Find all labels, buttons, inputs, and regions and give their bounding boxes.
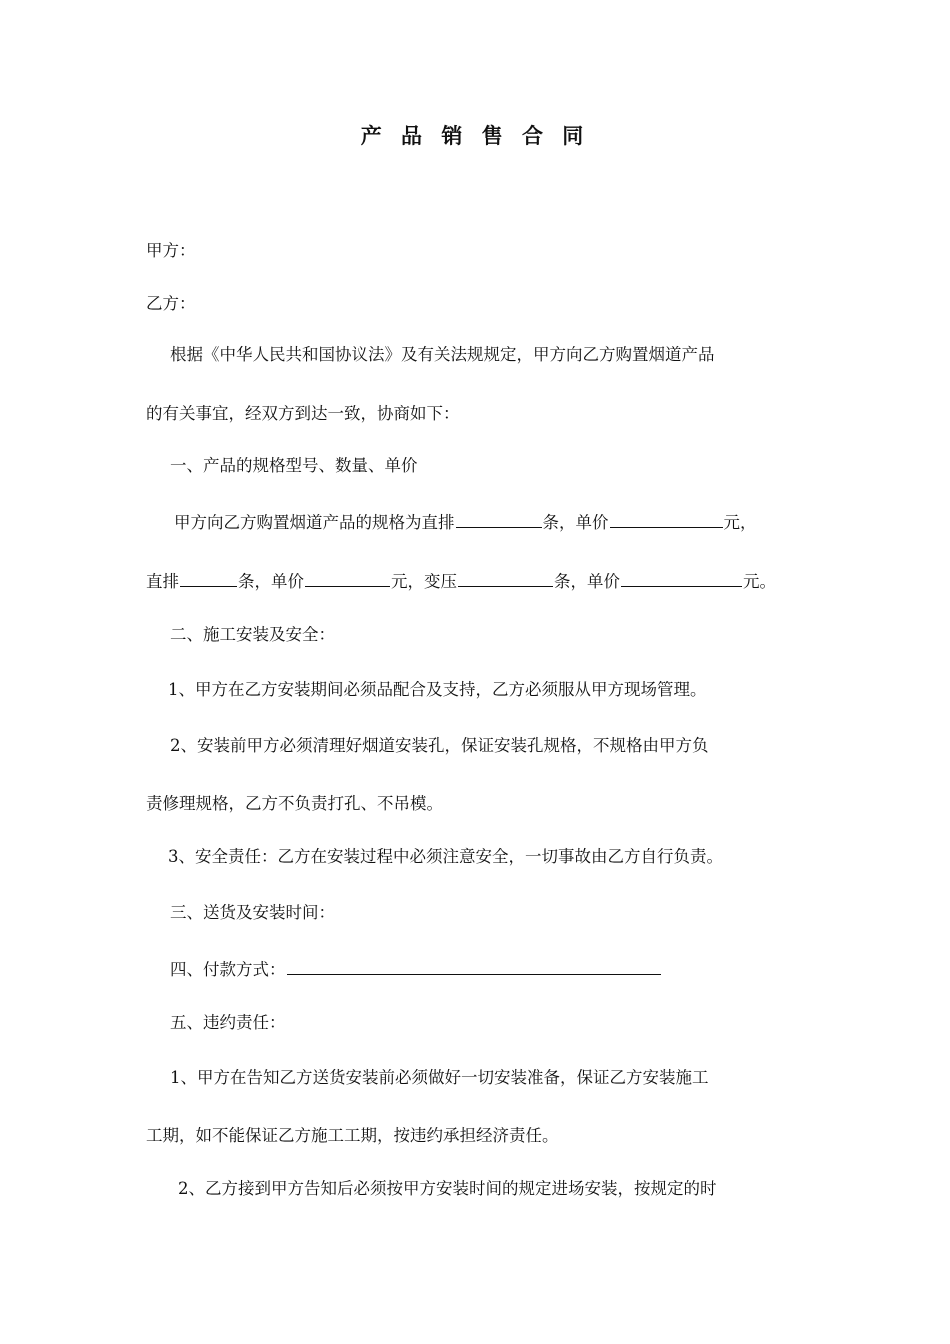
section-2-item-2-line-2: 责修理规格，乙方不负责打孔、不吊模。	[146, 794, 443, 813]
section-2-item-2-line-1: 2、安装前甲方必须清理好烟道安装孔，保证安装孔规格，不规格由甲方负	[170, 736, 709, 755]
document-title: 产 品 销 售 合 同	[360, 124, 590, 148]
spec-line-1-text-a: 甲方向乙方购置烟道产品的规格为直排	[174, 513, 455, 532]
payment-method-blank	[287, 957, 661, 975]
spec-line-1-text-b: 条，单价	[542, 513, 609, 532]
spec-line-2-text-a: 直排	[146, 572, 179, 591]
section-2-item-3: 3、安全责任：乙方在安装过程中必须注意安全，一切事故由乙方自行负责。	[168, 847, 723, 866]
section-5-item-1-line-1: 1、甲方在告知乙方送货安装前必须做好一切安装准备，保证乙方安装施工	[170, 1068, 709, 1087]
straight-count-blank	[456, 510, 542, 528]
spec-line-2-text-d: 条，单价	[554, 572, 620, 591]
section-4-heading: 四、付款方式：	[170, 960, 286, 979]
section-4-line	[170, 957, 662, 981]
section-5-item-1-line-2: 工期，如不能保证乙方施工工期，按违约承担经济责任。	[146, 1126, 559, 1145]
section-5-heading: 五、违约责任：	[170, 1013, 286, 1032]
section-2-item-1: 1、甲方在乙方安装期间必须品配合及支持，乙方必须服从甲方现场管理。	[168, 680, 707, 699]
spec-line-2	[146, 569, 776, 593]
intro-line-1: 根据《中华人民共和国协议法》及有关法规规定，甲方向乙方购置烟道产品	[170, 345, 715, 364]
section-2-heading: 二、施工安装及安全：	[170, 625, 335, 644]
unit-price-blank-3	[621, 569, 742, 587]
spec-line-1	[174, 510, 757, 534]
spec-line-2-text-c: 元，变压	[391, 572, 457, 591]
spec-line-2-text-e: 元。	[743, 572, 776, 591]
party-a-label: 甲方：	[146, 241, 196, 260]
unit-price-blank-1	[610, 510, 723, 528]
party-b-label: 乙方：	[146, 294, 196, 313]
straight-count-blank-2	[180, 569, 237, 587]
unit-price-blank-2	[305, 569, 390, 587]
intro-line-2: 的有关事宜，经双方到达一致，协商如下：	[146, 404, 460, 423]
section-3-heading: 三、送货及安装时间：	[170, 903, 335, 922]
spec-line-2-text-b: 条，单价	[238, 572, 304, 591]
transformer-count-blank	[458, 569, 553, 587]
spec-line-1-text-c: 元，	[723, 513, 757, 532]
section-5-item-2-line-1: 2、乙方接到甲方告知后必须按甲方安装时间的规定进场安装，按规定的时	[178, 1179, 717, 1198]
section-1-heading: 一、产品的规格型号、数量、单价	[170, 456, 418, 475]
